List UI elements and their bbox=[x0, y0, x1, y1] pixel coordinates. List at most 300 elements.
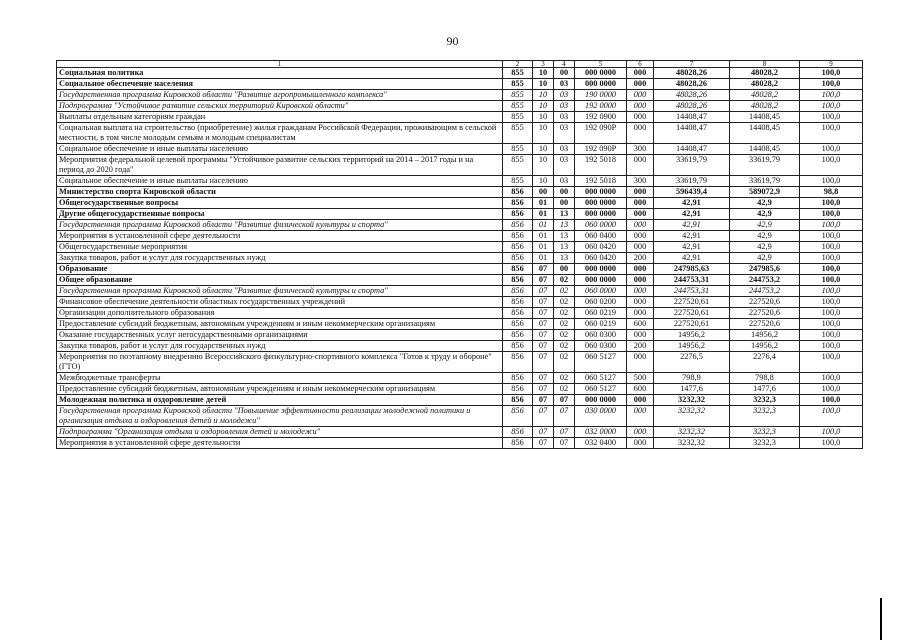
table-row bbox=[57, 384, 863, 395]
cell-subsection-code: 07 bbox=[554, 438, 575, 449]
cell-section-code: 07 bbox=[533, 406, 554, 427]
cell-section-code: 07 bbox=[533, 352, 554, 373]
cell-subsection-code: 02 bbox=[554, 319, 575, 330]
table-row bbox=[57, 187, 863, 198]
cell-section-code: 00 bbox=[533, 187, 554, 198]
cell-ministry-code: 855 bbox=[503, 90, 533, 101]
table-row bbox=[57, 220, 863, 231]
cell-expense-type: 600 bbox=[627, 384, 654, 395]
cell-expense-type: 000 bbox=[627, 406, 654, 427]
cell-subsection-code: 03 bbox=[554, 79, 575, 90]
cell-expense-type: 300 bbox=[627, 144, 654, 155]
cell-target-article: 000 0000 bbox=[575, 209, 627, 220]
cell-ministry-code: 856 bbox=[503, 286, 533, 297]
cell-percent-executed: 100,0 bbox=[800, 79, 863, 90]
header-cell: 7 bbox=[654, 61, 730, 68]
cell-expense-type: 000 bbox=[627, 112, 654, 123]
header-cell: 4 bbox=[554, 61, 575, 68]
cell-section-code: 10 bbox=[533, 79, 554, 90]
cell-name: Финансовое обеспечение деятельности областных государственных учреждений bbox=[57, 297, 503, 308]
table-row bbox=[57, 427, 863, 438]
cell-target-article: 060 0000 bbox=[575, 286, 627, 297]
cell-section-code: 07 bbox=[533, 341, 554, 352]
cell-target-article: 192 090Р bbox=[575, 144, 627, 155]
cell-ministry-code: 856 bbox=[503, 395, 533, 406]
cell-name: Подпрограмма "Устойчивое развитие сельских территорий Кировской области" bbox=[57, 101, 503, 112]
cell-expense-type: 000 bbox=[627, 275, 654, 286]
cell-section-code: 10 bbox=[533, 144, 554, 155]
cell-percent-executed: 100,0 bbox=[800, 384, 863, 395]
cell-expense-type: 000 bbox=[627, 90, 654, 101]
cell-name: Социальная политика bbox=[57, 68, 503, 79]
cell-actual-amount: 42,9 bbox=[730, 209, 800, 220]
cell-section-code: 07 bbox=[533, 373, 554, 384]
cell-name: Мероприятия в установленной сфере деятельности bbox=[57, 231, 503, 242]
cell-name: Государственная программа Кировской области "Развитие агропромышленного комплекса" bbox=[57, 90, 503, 101]
cell-percent-executed: 100,0 bbox=[800, 264, 863, 275]
cell-name: Государственная программа Кировской области "Развитие физической культуры и спорта" bbox=[57, 220, 503, 231]
cell-section-code: 07 bbox=[533, 308, 554, 319]
cell-subsection-code: 00 bbox=[554, 68, 575, 79]
cell-plan-amount: 42,91 bbox=[654, 242, 730, 253]
cell-actual-amount: 798,8 bbox=[730, 373, 800, 384]
cell-subsection-code: 02 bbox=[554, 373, 575, 384]
header-cell: 2 bbox=[503, 61, 533, 68]
cell-section-code: 10 bbox=[533, 112, 554, 123]
cell-expense-type: 300 bbox=[627, 176, 654, 187]
cell-section-code: 07 bbox=[533, 264, 554, 275]
cell-actual-amount: 227520,6 bbox=[730, 297, 800, 308]
cell-ministry-code: 855 bbox=[503, 123, 533, 144]
cell-subsection-code: 02 bbox=[554, 297, 575, 308]
cell-name: Социальное обеспечение населения bbox=[57, 79, 503, 90]
cell-percent-executed: 100,0 bbox=[800, 112, 863, 123]
cell-actual-amount: 14408,45 bbox=[730, 144, 800, 155]
cell-subsection-code: 13 bbox=[554, 220, 575, 231]
cell-expense-type: 000 bbox=[627, 68, 654, 79]
cell-plan-amount: 2276,5 bbox=[654, 352, 730, 373]
cell-name: Социальное обеспечение и иные выплаты населению bbox=[57, 144, 503, 155]
cell-ministry-code: 856 bbox=[503, 384, 533, 395]
cell-ministry-code: 856 bbox=[503, 438, 533, 449]
cell-target-article: 032 0400 bbox=[575, 438, 627, 449]
table-row bbox=[57, 176, 863, 187]
cell-percent-executed: 100,0 bbox=[800, 231, 863, 242]
cell-subsection-code: 03 bbox=[554, 176, 575, 187]
cell-ministry-code: 856 bbox=[503, 330, 533, 341]
table-row bbox=[57, 90, 863, 101]
table-row bbox=[57, 112, 863, 123]
cell-actual-amount: 14956,2 bbox=[730, 341, 800, 352]
cell-subsection-code: 03 bbox=[554, 101, 575, 112]
cell-plan-amount: 3232,32 bbox=[654, 427, 730, 438]
cell-name: Выплаты отдельным категориям граждан bbox=[57, 112, 503, 123]
cell-name: Мероприятия по поэтапному внедрению Всероссийского физкультурно-спортивного комплекса "Готов к труду и обороне" (ГТО) bbox=[57, 352, 503, 373]
cell-actual-amount: 42,9 bbox=[730, 220, 800, 231]
table-row bbox=[57, 297, 863, 308]
table-row bbox=[57, 341, 863, 352]
cell-ministry-code: 855 bbox=[503, 101, 533, 112]
cell-ministry-code: 856 bbox=[503, 319, 533, 330]
cell-section-code: 07 bbox=[533, 275, 554, 286]
cell-percent-executed: 100,0 bbox=[800, 144, 863, 155]
cell-actual-amount: 247985,6 bbox=[730, 264, 800, 275]
cell-target-article: 060 5127 bbox=[575, 373, 627, 384]
cell-percent-executed: 98,8 bbox=[800, 187, 863, 198]
cell-name: Социальное обеспечение и иные выплаты населению bbox=[57, 176, 503, 187]
cell-plan-amount: 227520,61 bbox=[654, 308, 730, 319]
cell-expense-type: 000 bbox=[627, 242, 654, 253]
table-row bbox=[57, 242, 863, 253]
cell-expense-type: 000 bbox=[627, 155, 654, 176]
cell-actual-amount: 48028,2 bbox=[730, 101, 800, 112]
cell-actual-amount: 42,9 bbox=[730, 253, 800, 264]
cell-percent-executed: 100,0 bbox=[800, 176, 863, 187]
cell-expense-type: 000 bbox=[627, 308, 654, 319]
cell-ministry-code: 856 bbox=[503, 231, 533, 242]
cell-percent-executed: 100,0 bbox=[800, 438, 863, 449]
cell-plan-amount: 33619,79 bbox=[654, 176, 730, 187]
cell-plan-amount: 48028,26 bbox=[654, 90, 730, 101]
table-row bbox=[57, 275, 863, 286]
cell-plan-amount: 1477,6 bbox=[654, 384, 730, 395]
cell-target-article: 030 0000 bbox=[575, 406, 627, 427]
cell-ministry-code: 856 bbox=[503, 308, 533, 319]
cell-section-code: 01 bbox=[533, 253, 554, 264]
cell-ministry-code: 856 bbox=[503, 242, 533, 253]
cell-ministry-code: 856 bbox=[503, 220, 533, 231]
cell-actual-amount: 48028,2 bbox=[730, 68, 800, 79]
cell-subsection-code: 13 bbox=[554, 253, 575, 264]
cell-percent-executed: 100,0 bbox=[800, 155, 863, 176]
cell-expense-type: 000 bbox=[627, 352, 654, 373]
cell-plan-amount: 14408,47 bbox=[654, 123, 730, 144]
cell-percent-executed: 100,0 bbox=[800, 123, 863, 144]
cell-actual-amount: 14956,2 bbox=[730, 330, 800, 341]
cell-expense-type: 200 bbox=[627, 341, 654, 352]
cell-ministry-code: 855 bbox=[503, 79, 533, 90]
cell-ministry-code: 855 bbox=[503, 155, 533, 176]
cell-plan-amount: 798,9 bbox=[654, 373, 730, 384]
cell-percent-executed: 100,0 bbox=[800, 242, 863, 253]
header-row bbox=[57, 61, 863, 68]
cell-subsection-code: 02 bbox=[554, 308, 575, 319]
cell-target-article: 060 0300 bbox=[575, 330, 627, 341]
cell-target-article: 192 0900 bbox=[575, 112, 627, 123]
cell-expense-type: 000 bbox=[627, 101, 654, 112]
cell-section-code: 10 bbox=[533, 90, 554, 101]
cell-expense-type: 000 bbox=[627, 220, 654, 231]
table-row bbox=[57, 253, 863, 264]
cell-percent-executed: 100,0 bbox=[800, 297, 863, 308]
cell-target-article: 060 0219 bbox=[575, 308, 627, 319]
cell-expense-type: 000 bbox=[627, 330, 654, 341]
cell-subsection-code: 07 bbox=[554, 406, 575, 427]
cell-plan-amount: 14956,2 bbox=[654, 330, 730, 341]
cell-target-article: 060 0300 bbox=[575, 341, 627, 352]
table-row bbox=[57, 406, 863, 427]
cell-ministry-code: 856 bbox=[503, 373, 533, 384]
cell-name: Организации дополнительного образования bbox=[57, 308, 503, 319]
table-row bbox=[57, 155, 863, 176]
cell-ministry-code: 856 bbox=[503, 297, 533, 308]
cell-actual-amount: 3232,3 bbox=[730, 395, 800, 406]
cell-actual-amount: 48028,2 bbox=[730, 79, 800, 90]
cell-ministry-code: 856 bbox=[503, 187, 533, 198]
cell-percent-executed: 100,0 bbox=[800, 373, 863, 384]
cell-actual-amount: 2276,4 bbox=[730, 352, 800, 373]
cell-subsection-code: 13 bbox=[554, 242, 575, 253]
header-cell: 3 bbox=[533, 61, 554, 68]
cell-name: Общегосударственные мероприятия bbox=[57, 242, 503, 253]
cell-ministry-code: 855 bbox=[503, 144, 533, 155]
cell-subsection-code: 02 bbox=[554, 286, 575, 297]
cell-subsection-code: 00 bbox=[554, 187, 575, 198]
cell-actual-amount: 42,9 bbox=[730, 231, 800, 242]
cell-actual-amount: 227520,6 bbox=[730, 319, 800, 330]
cell-ministry-code: 856 bbox=[503, 198, 533, 209]
cell-actual-amount: 227520,6 bbox=[730, 308, 800, 319]
cell-percent-executed: 100,0 bbox=[800, 275, 863, 286]
cell-target-article: 192 5018 bbox=[575, 155, 627, 176]
cell-expense-type: 000 bbox=[627, 395, 654, 406]
cell-section-code: 07 bbox=[533, 427, 554, 438]
cell-plan-amount: 247985,63 bbox=[654, 264, 730, 275]
cell-subsection-code: 03 bbox=[554, 112, 575, 123]
cell-ministry-code: 856 bbox=[503, 264, 533, 275]
cell-plan-amount: 42,91 bbox=[654, 198, 730, 209]
cell-target-article: 000 0000 bbox=[575, 395, 627, 406]
cell-plan-amount: 48028,26 bbox=[654, 101, 730, 112]
cell-name: Предоставление субсидий бюджетным, автономным учреждениям и иным некоммерческим организациям bbox=[57, 319, 503, 330]
cell-actual-amount: 3232,3 bbox=[730, 438, 800, 449]
cell-ministry-code: 855 bbox=[503, 112, 533, 123]
cell-actual-amount: 3232,3 bbox=[730, 406, 800, 427]
cell-section-code: 10 bbox=[533, 155, 554, 176]
cell-actual-amount: 244753,2 bbox=[730, 275, 800, 286]
cell-name: Межбюджетные трансферты bbox=[57, 373, 503, 384]
cell-name: Социальная выплата на строительство (приобретение) жилья гражданам Российской Федерации, проживающим в сельской местности, в том числе молодым семьям и молодым специалистам bbox=[57, 123, 503, 144]
cell-expense-type: 000 bbox=[627, 264, 654, 275]
cell-section-code: 10 bbox=[533, 101, 554, 112]
cell-section-code: 10 bbox=[533, 123, 554, 144]
cell-section-code: 01 bbox=[533, 231, 554, 242]
cell-actual-amount: 33619,79 bbox=[730, 155, 800, 176]
cell-plan-amount: 42,91 bbox=[654, 253, 730, 264]
cell-expense-type: 000 bbox=[627, 187, 654, 198]
cell-subsection-code: 00 bbox=[554, 198, 575, 209]
margin-line bbox=[880, 598, 882, 640]
cell-target-article: 060 0200 bbox=[575, 297, 627, 308]
cell-percent-executed: 100,0 bbox=[800, 427, 863, 438]
cell-target-article: 000 0000 bbox=[575, 187, 627, 198]
cell-ministry-code: 856 bbox=[503, 341, 533, 352]
cell-expense-type: 000 bbox=[627, 198, 654, 209]
cell-subsection-code: 07 bbox=[554, 427, 575, 438]
cell-section-code: 07 bbox=[533, 438, 554, 449]
cell-subsection-code: 02 bbox=[554, 330, 575, 341]
cell-percent-executed: 100,0 bbox=[800, 68, 863, 79]
table-row bbox=[57, 123, 863, 144]
cell-section-code: 07 bbox=[533, 286, 554, 297]
cell-plan-amount: 14956,2 bbox=[654, 341, 730, 352]
cell-target-article: 032 0000 bbox=[575, 427, 627, 438]
cell-plan-amount: 596439,4 bbox=[654, 187, 730, 198]
cell-plan-amount: 42,91 bbox=[654, 209, 730, 220]
cell-percent-executed: 100,0 bbox=[800, 395, 863, 406]
cell-plan-amount: 3232,32 bbox=[654, 395, 730, 406]
cell-plan-amount: 33619,79 bbox=[654, 155, 730, 176]
cell-name: Предоставление субсидий бюджетным, автономным учреждениям и иным некоммерческим организациям bbox=[57, 384, 503, 395]
cell-ministry-code: 856 bbox=[503, 406, 533, 427]
cell-percent-executed: 100,0 bbox=[800, 352, 863, 373]
cell-name: Министерство спорта Кировской области bbox=[57, 187, 503, 198]
cell-actual-amount: 33619,79 bbox=[730, 176, 800, 187]
table-row bbox=[57, 79, 863, 90]
cell-percent-executed: 100,0 bbox=[800, 253, 863, 264]
table-row bbox=[57, 286, 863, 297]
cell-section-code: 01 bbox=[533, 209, 554, 220]
cell-expense-type: 000 bbox=[627, 297, 654, 308]
cell-percent-executed: 100,0 bbox=[800, 330, 863, 341]
cell-plan-amount: 3232,32 bbox=[654, 438, 730, 449]
cell-percent-executed: 100,0 bbox=[800, 406, 863, 427]
table-row bbox=[57, 373, 863, 384]
cell-target-article: 192 0000 bbox=[575, 101, 627, 112]
table-row bbox=[57, 231, 863, 242]
cell-name: Закупка товаров, работ и услуг для государственных нужд bbox=[57, 253, 503, 264]
cell-actual-amount: 48028,2 bbox=[730, 90, 800, 101]
table-row bbox=[57, 330, 863, 341]
cell-section-code: 01 bbox=[533, 220, 554, 231]
table-row bbox=[57, 264, 863, 275]
cell-percent-executed: 100,0 bbox=[800, 286, 863, 297]
cell-target-article: 190 0000 bbox=[575, 90, 627, 101]
cell-subsection-code: 03 bbox=[554, 90, 575, 101]
cell-section-code: 01 bbox=[533, 242, 554, 253]
cell-name: Оказание государственных услуг негосударственными организациями bbox=[57, 330, 503, 341]
cell-expense-type: 000 bbox=[627, 123, 654, 144]
cell-name: Общегосударственные вопросы bbox=[57, 198, 503, 209]
cell-plan-amount: 42,91 bbox=[654, 231, 730, 242]
cell-subsection-code: 02 bbox=[554, 275, 575, 286]
cell-percent-executed: 100,0 bbox=[800, 341, 863, 352]
cell-percent-executed: 100,0 bbox=[800, 308, 863, 319]
cell-section-code: 10 bbox=[533, 176, 554, 187]
budget-table bbox=[56, 60, 863, 449]
cell-percent-executed: 100,0 bbox=[800, 220, 863, 231]
table-row bbox=[57, 319, 863, 330]
cell-subsection-code: 13 bbox=[554, 209, 575, 220]
table-row bbox=[57, 308, 863, 319]
cell-name: Общее образование bbox=[57, 275, 503, 286]
cell-section-code: 07 bbox=[533, 395, 554, 406]
cell-percent-executed: 100,0 bbox=[800, 198, 863, 209]
cell-plan-amount: 227520,61 bbox=[654, 297, 730, 308]
page-number: 90 bbox=[446, 34, 459, 48]
cell-subsection-code: 03 bbox=[554, 155, 575, 176]
cell-target-article: 060 0000 bbox=[575, 220, 627, 231]
header-cell: 5 bbox=[575, 61, 627, 68]
cell-name: Образование bbox=[57, 264, 503, 275]
table-row bbox=[57, 101, 863, 112]
cell-expense-type: 000 bbox=[627, 438, 654, 449]
cell-plan-amount: 48028,26 bbox=[654, 68, 730, 79]
cell-expense-type: 600 bbox=[627, 319, 654, 330]
header-cell: 1 bbox=[57, 61, 503, 68]
cell-actual-amount: 42,9 bbox=[730, 242, 800, 253]
cell-ministry-code: 856 bbox=[503, 209, 533, 220]
cell-name: Государственная программа Кировской области "Повышение эффективности реализации молодежной политики и организация отдыха и оздоровления детей и молодежи" bbox=[57, 406, 503, 427]
cell-target-article: 000 0000 bbox=[575, 198, 627, 209]
table-row bbox=[57, 198, 863, 209]
cell-plan-amount: 244753,31 bbox=[654, 275, 730, 286]
cell-subsection-code: 00 bbox=[554, 264, 575, 275]
cell-target-article: 192 5018 bbox=[575, 176, 627, 187]
cell-ministry-code: 856 bbox=[503, 275, 533, 286]
cell-plan-amount: 42,91 bbox=[654, 220, 730, 231]
cell-actual-amount: 244753,2 bbox=[730, 286, 800, 297]
cell-ministry-code: 856 bbox=[503, 427, 533, 438]
table-row bbox=[57, 438, 863, 449]
cell-section-code: 07 bbox=[533, 319, 554, 330]
cell-expense-type: 000 bbox=[627, 79, 654, 90]
table-row bbox=[57, 209, 863, 220]
cell-target-article: 000 0000 bbox=[575, 68, 627, 79]
cell-target-article: 060 5127 bbox=[575, 352, 627, 373]
cell-plan-amount: 244753,31 bbox=[654, 286, 730, 297]
header-cell: 8 bbox=[730, 61, 800, 68]
cell-target-article: 060 0420 bbox=[575, 242, 627, 253]
cell-subsection-code: 03 bbox=[554, 123, 575, 144]
cell-target-article: 060 5127 bbox=[575, 384, 627, 395]
cell-ministry-code: 855 bbox=[503, 176, 533, 187]
cell-subsection-code: 03 bbox=[554, 144, 575, 155]
cell-plan-amount: 3232,32 bbox=[654, 406, 730, 427]
cell-section-code: 10 bbox=[533, 68, 554, 79]
cell-actual-amount: 42,9 bbox=[730, 198, 800, 209]
cell-target-article: 000 0000 bbox=[575, 264, 627, 275]
cell-subsection-code: 02 bbox=[554, 341, 575, 352]
cell-section-code: 07 bbox=[533, 330, 554, 341]
cell-target-article: 060 0219 bbox=[575, 319, 627, 330]
cell-plan-amount: 227520,61 bbox=[654, 319, 730, 330]
cell-name: Мероприятия федеральной целевой программы "Устойчивое развитие сельских территорий на 2014 – 2017 годы и на период до 2020 года" bbox=[57, 155, 503, 176]
header-cell: 9 bbox=[800, 61, 863, 68]
cell-expense-type: 200 bbox=[627, 253, 654, 264]
cell-subsection-code: 02 bbox=[554, 384, 575, 395]
cell-percent-executed: 100,0 bbox=[800, 90, 863, 101]
table-row bbox=[57, 68, 863, 79]
cell-plan-amount: 48028,26 bbox=[654, 79, 730, 90]
cell-target-article: 000 0000 bbox=[575, 79, 627, 90]
cell-target-article: 060 0400 bbox=[575, 231, 627, 242]
table-row bbox=[57, 352, 863, 373]
header-cell: 6 bbox=[627, 61, 654, 68]
cell-section-code: 07 bbox=[533, 297, 554, 308]
cell-actual-amount: 3232,3 bbox=[730, 427, 800, 438]
cell-target-article: 000 0000 bbox=[575, 275, 627, 286]
cell-name: Другие общегосударственные вопросы bbox=[57, 209, 503, 220]
cell-percent-executed: 100,0 bbox=[800, 101, 863, 112]
cell-target-article: 060 0420 bbox=[575, 253, 627, 264]
cell-subsection-code: 02 bbox=[554, 352, 575, 373]
cell-section-code: 01 bbox=[533, 198, 554, 209]
table-row bbox=[57, 144, 863, 155]
cell-section-code: 07 bbox=[533, 384, 554, 395]
cell-percent-executed: 100,0 bbox=[800, 209, 863, 220]
cell-subsection-code: 13 bbox=[554, 231, 575, 242]
